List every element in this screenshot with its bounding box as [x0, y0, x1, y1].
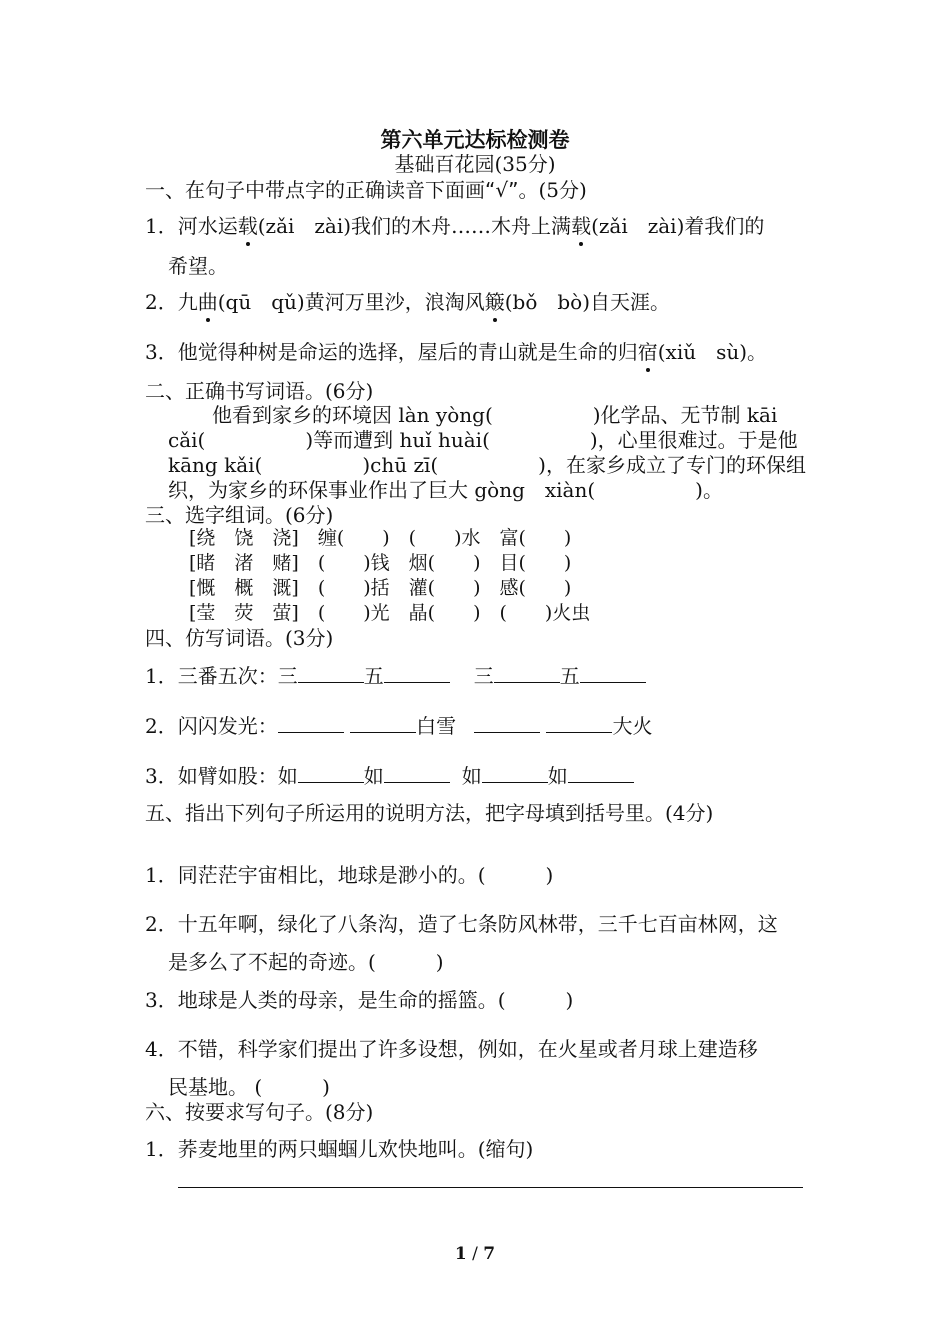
- q4-item-1: 1．三番五次：三 五 三 五: [145, 660, 646, 689]
- q1-item-3: 3．他觉得种树是命运的选择，屋后的青山就是生命的归宿(xiǔ sù)。: [145, 340, 768, 364]
- blank-line: [494, 664, 560, 683]
- q2-line-3: kāng kǎi( )chū zī( )，在家乡成立了专门的环保组: [168, 453, 806, 477]
- dotted-char: 载: [237, 214, 258, 238]
- section-4-heading: 四、仿写词语。(3分): [145, 626, 334, 650]
- dotted-char: 载: [571, 214, 592, 238]
- q5-item-2-cont: 是多么了不起的奇迹。( ): [168, 950, 444, 974]
- q3-row-4: [莹 荧 萤] ( )光 晶( ) ( )火虫: [189, 602, 591, 624]
- blank-line: [580, 664, 646, 683]
- q3-row-2: [睹 渚 赌] ( )钱 烟( ) 目( ): [189, 552, 572, 574]
- blank-line: [482, 764, 548, 783]
- section-2-heading: 二、正确书写词语。(6分): [145, 379, 374, 403]
- q5-item-3: 3．地球是人类的母亲，是生命的摇篮。( ): [145, 988, 574, 1012]
- q2-line-4: 织，为家乡的环保事业作出了巨大 gòng xiàn( )。: [168, 478, 723, 502]
- blank-line: [384, 764, 450, 783]
- dotted-char: 曲: [197, 290, 218, 314]
- q1-item-1-cont: 希望。: [168, 254, 228, 278]
- section-3-heading: 三、选字组词。(6分): [145, 503, 334, 527]
- q3-row-1: [绕 饶 浇] 缠( ) ( )水 富( ): [189, 527, 572, 549]
- q3-row-3: [慨 概 溉] ( )括 灌( ) 感( ): [189, 577, 572, 599]
- q5-item-1: 1．同茫茫宇宙相比，地球是渺小的。( ): [145, 863, 554, 887]
- blank-line: [568, 764, 634, 783]
- q6-item-1: 1．荞麦地里的两只蝈蝈儿欢快地叫。(缩句): [145, 1137, 534, 1161]
- q5-item-2: 2．十五年啊，绿化了八条沟，造了七条防风林带，三千七百亩林网，这: [145, 912, 778, 936]
- q2-line-2: cǎi( )等而遭到 huǐ huài( )，心里很难过。于是他: [168, 428, 798, 452]
- q1-item-2: 2．九曲(qū qǔ)黄河万里沙，浪淘风簸(bǒ bò)自天涯。: [145, 290, 671, 314]
- section-1-heading: 一、在句子中带点字的正确读音下面画“√”。(5分): [145, 178, 587, 202]
- blank-line: [278, 714, 344, 733]
- page-number: 1 / 7: [454, 1244, 496, 1264]
- q1-item-1: 1．河水运载(zǎi zài)我们的木舟……木舟上满载(zǎi zài)着我们的: [145, 214, 765, 238]
- document-title: 第六单元达标检测卷: [380, 128, 570, 152]
- part-subtitle: 基础百花园(35分): [394, 152, 556, 176]
- dotted-char: 簸: [484, 290, 505, 314]
- blank-line: [350, 714, 416, 733]
- blank-line: [384, 664, 450, 683]
- dotted-char: 宿: [637, 340, 658, 364]
- blank-line: [298, 764, 364, 783]
- q5-item-4-cont: 民基地。 ( ): [168, 1075, 330, 1099]
- section-6-heading: 六、按要求写句子。(8分): [145, 1100, 374, 1124]
- q5-item-4: 4．不错，科学家们提出了许多设想，例如，在火星或者月球上建造移: [145, 1037, 758, 1061]
- section-5-heading: 五、指出下列句子所运用的说明方法，把字母填到括号里。(4分): [145, 801, 714, 825]
- blank-line: [474, 714, 540, 733]
- q2-line-1: 他看到家乡的环境因 làn yòng( )化学品、无节制 kāi: [212, 403, 778, 427]
- blank-line: [546, 714, 612, 733]
- q4-item-3: 3．如臂如股：如 如 如 如: [145, 760, 634, 789]
- q4-item-2: 2．闪闪发光： 白雪 大火: [145, 714, 653, 738]
- answer-line: [178, 1187, 803, 1188]
- blank-line: [298, 664, 364, 683]
